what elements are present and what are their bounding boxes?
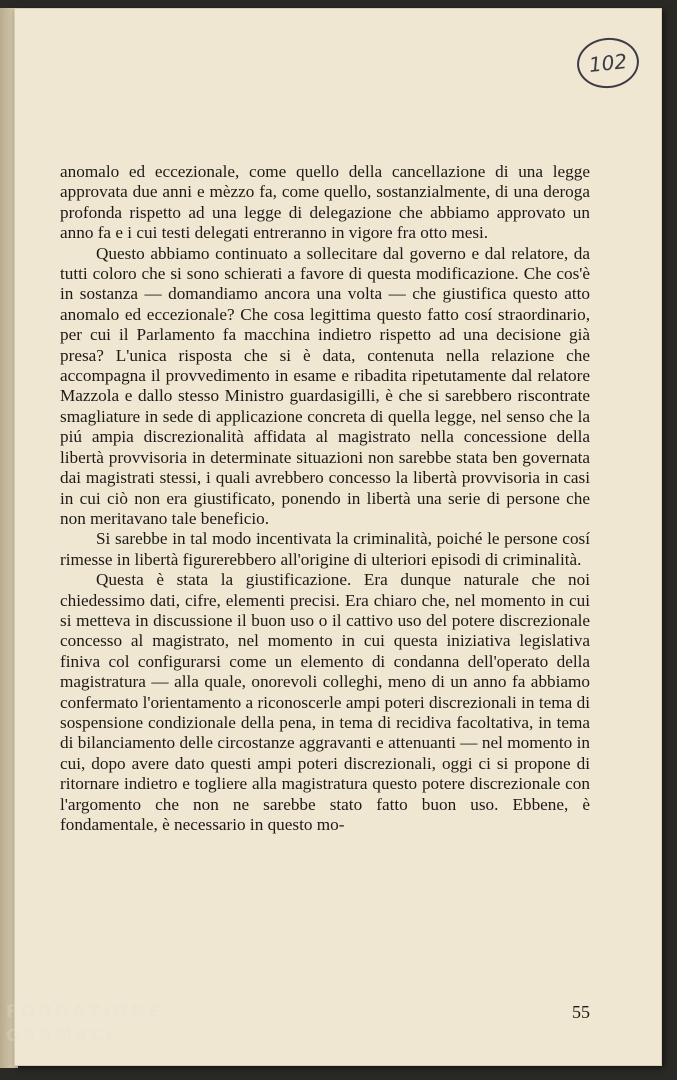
paragraph-1: anomalo ed eccezionale, come quello della cancellazione di una legge approvata due anni e mèzzo fa, come quello, sostanzialmente, di una deroga profonda rispetto ad una legge di delegazione che abbiamo approvato un anno fa e i cui testi delegati entreranno in vigore fra otto mesi. bbox=[60, 162, 590, 243]
body-text bbox=[60, 162, 590, 835]
watermark-logo bbox=[0, 1000, 176, 1080]
watermark-line-2: GRAMSCI bbox=[6, 1026, 116, 1046]
paragraph-4: Questa è stata la giustificazione. Era dunque naturale che noi chiedessimo dati, cifre, elementi precisi. Era chiaro che, nel momento in cui si metteva in discussione il buon uso o il cattivo uso del potere discrezionale concesso al magistrato, nel momento in cui questa iniziativa legislativa finiva col configurarsi come un elemento di condanna dell'operato della magistratura — alla quale, onorevoli colleghi, meno di un anno fa abbiamo confermato l'orientamento a riconoscerle ampi poteri discrezionali in tema di sospensione condizionale della pena, in tema di recidiva facoltativa, in tema di bilanciamento delle circostanze aggravanti e attenuanti — nel momento in cui, dopo avere dato questi ampi poteri discrezionali, oggi ci si propone di ritornare indietro e togliere alla magistratura questo potere discrezionale con l'argomento che non ne sarebbe stato fatto buon uso. Ebbene, è fondamentale, è necessario in questo mo- bbox=[60, 570, 590, 834]
archive-number-stamp: 102 bbox=[575, 35, 642, 91]
watermark-line-1: FONDAZIONE bbox=[6, 1002, 163, 1022]
page-number: 55 bbox=[572, 1002, 590, 1022]
paragraph-2: Questo abbiamo continuato a sollecitare dal governo e dal relatore, da tutti coloro che si sono schierati a favore di questa modificazione. Che cos'è in sostanza — domandiamo ancora una volta — che giustifica questo atto anomalo ed eccezionale? Che cosa legittima questo fatto cosí straordinario, per cui il Parlamento fa macchina indietro rispetto ad una decisione già presa? L'unica risposta che si è data, contenuta nella relazione che accompagna il provvedimento in esame e ribadita ripetutamente dal relatore Mazzola e dallo stesso Ministro guardasigilli, è che si sarebbero riscontrate smagliature in sede di applicazione concreta di quella legge, nel senso che la piú ampia discrezionalità affidata al magistrato nella concessione della libertà provvisoria in determinate situazioni non sarebbe stata ben governata dai magistrati stessi, i quali avrebbero concesso la libertà provvisoria in casi in cui ciò non era giustificato, ponendo in libertà una serie di persone che non meritavano tale beneficio. bbox=[60, 243, 590, 528]
paragraph-3: Si sarebbe in tal modo incentivata la criminalità, poiché le persone cosí rimesse in libertà figurerebbero all'origine di ulteriori episodi di criminalità. bbox=[60, 529, 590, 569]
